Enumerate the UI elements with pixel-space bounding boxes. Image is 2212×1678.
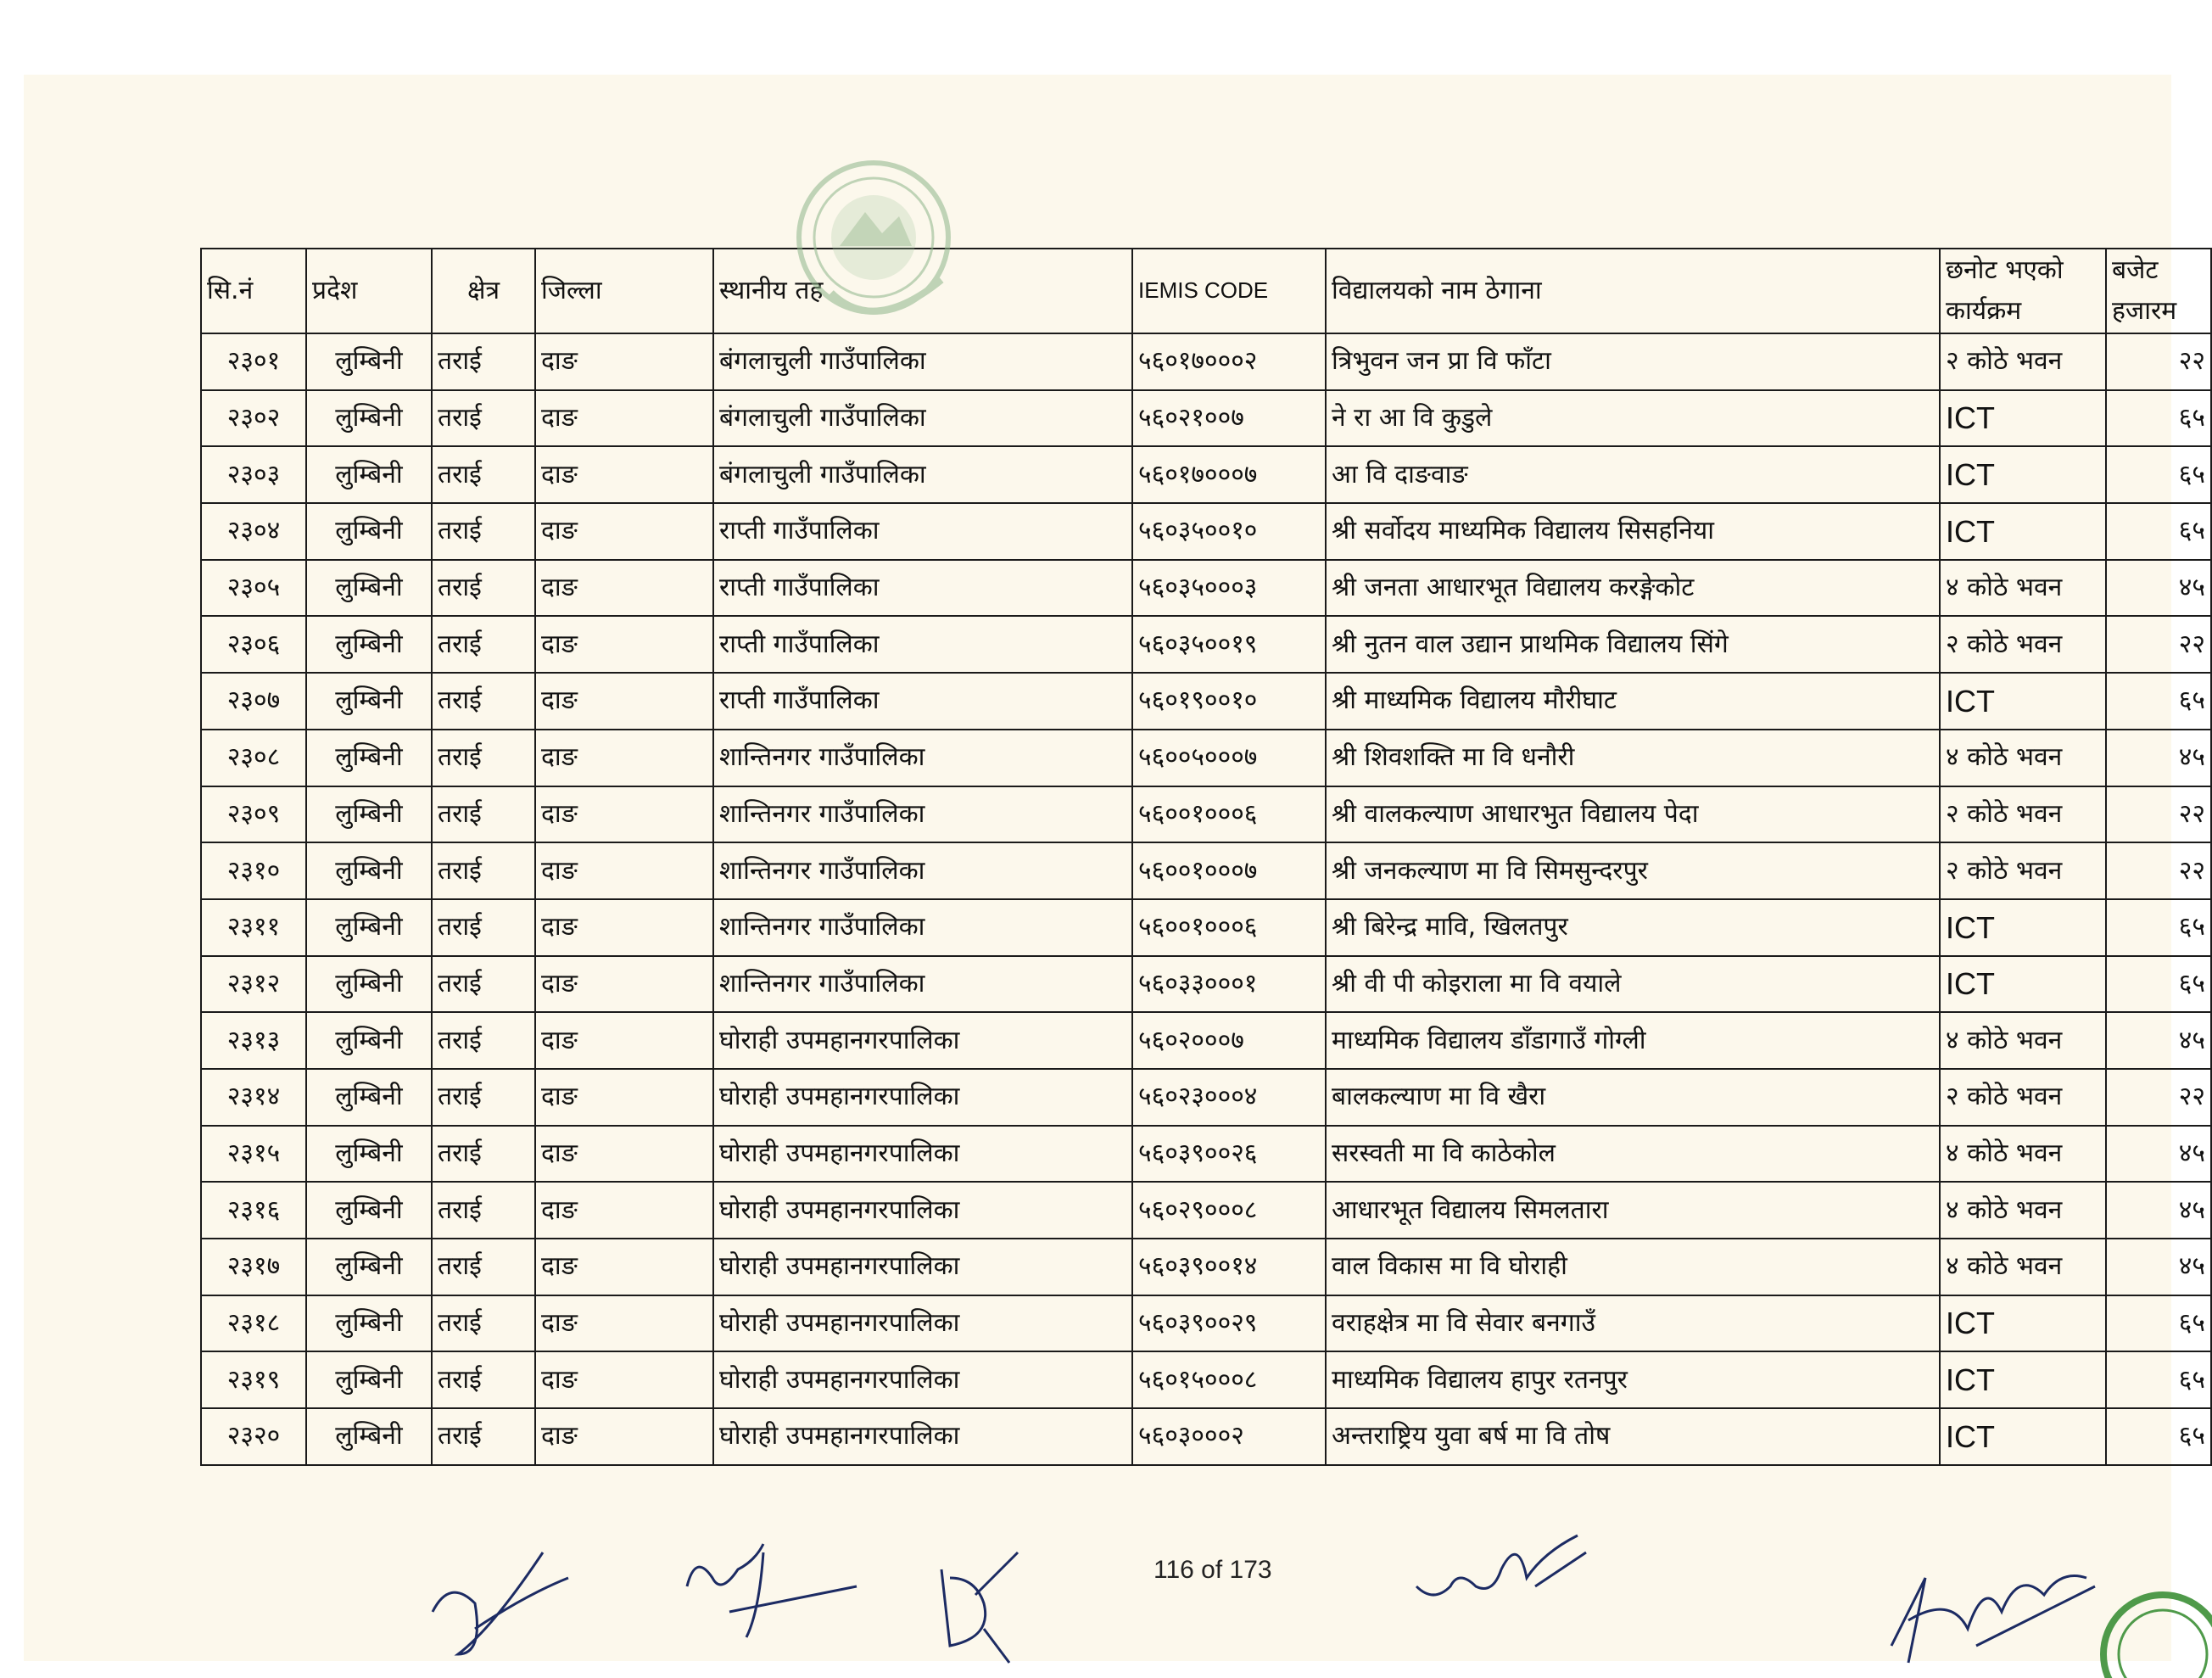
cell-region: तराई xyxy=(432,503,535,560)
cell-program: ICT xyxy=(1940,956,2106,1013)
cell-budget: ६५ xyxy=(2106,1408,2211,1465)
cell-region: तराई xyxy=(432,616,535,673)
table-row xyxy=(201,1069,2211,1126)
cell-region: तराई xyxy=(432,956,535,1013)
cell-iemis-code: ५६०३५००१९ xyxy=(1132,616,1326,673)
header-sn: सि.नं xyxy=(201,249,306,333)
cell-iemis-code: ५६०२९०००८ xyxy=(1132,1182,1326,1239)
cell-region: तराई xyxy=(432,730,535,786)
cell-district: दाङ xyxy=(535,956,713,1013)
cell-school: वराहक्षेत्र मा वि सेवार बनगाउँ xyxy=(1326,1295,1940,1352)
cell-province: लुम्बिनी xyxy=(306,1012,432,1069)
cell-province: लुम्बिनी xyxy=(306,560,432,617)
cell-budget: ४५ xyxy=(2106,1126,2211,1183)
cell-iemis-code: ५६०३९००२६ xyxy=(1132,1126,1326,1183)
table-row xyxy=(201,899,2211,956)
cell-program: २ कोठे भवन xyxy=(1940,616,2106,673)
cell-iemis-code: ५६००५०००७ xyxy=(1132,730,1326,786)
cell-sn: २३१९ xyxy=(201,1351,306,1408)
cell-school: बालकल्याण मा वि खैरा xyxy=(1326,1069,1940,1126)
cell-local-level: घोराही उपमहानगरपालिका xyxy=(713,1295,1132,1352)
cell-local-level: बंगलाचुली गाउँपालिका xyxy=(713,333,1132,390)
cell-region: तराई xyxy=(432,899,535,956)
cell-province: लुम्बिनी xyxy=(306,333,432,390)
cell-sn: २३१५ xyxy=(201,1126,306,1183)
table-row xyxy=(201,1182,2211,1239)
cell-district: दाङ xyxy=(535,730,713,786)
cell-sn: २३०३ xyxy=(201,446,306,503)
table-row xyxy=(201,1012,2211,1069)
cell-iemis-code: ५६०२०००७ xyxy=(1132,1012,1326,1069)
cell-local-level: घोराही उपमहानगरपालिका xyxy=(713,1126,1132,1183)
cell-region: तराई xyxy=(432,1351,535,1408)
cell-sn: २३१८ xyxy=(201,1295,306,1352)
header-local-level: स्थानीय तह xyxy=(713,249,1132,333)
cell-budget: ६५ xyxy=(2106,1295,2211,1352)
header-budget-line2: हजारम xyxy=(2112,296,2177,326)
cell-iemis-code: ५६०३५०००३ xyxy=(1132,560,1326,617)
cell-local-level: घोराही उपमहानगरपालिका xyxy=(713,1069,1132,1126)
cell-province: लुम्बिनी xyxy=(306,1408,432,1465)
cell-region: तराई xyxy=(432,786,535,843)
table-row xyxy=(201,1239,2211,1295)
cell-iemis-code: ५६००१०००६ xyxy=(1132,899,1326,956)
cell-school: आ वि दाङवाङ xyxy=(1326,446,1940,503)
cell-region: तराई xyxy=(432,1126,535,1183)
cell-school: श्री सर्वोदय माध्यमिक विद्यालय सिसहनिया xyxy=(1326,503,1940,560)
signature-3 xyxy=(924,1544,1026,1663)
cell-school: ने रा आ वि कुडुले xyxy=(1326,390,1940,447)
cell-school: श्री शिवशक्ति मा वि धनौरी xyxy=(1326,730,1940,786)
cell-iemis-code: ५६०३९००२९ xyxy=(1132,1295,1326,1352)
cell-region: तराई xyxy=(432,390,535,447)
cell-sn: २३१७ xyxy=(201,1239,306,1295)
cell-sn: २३१४ xyxy=(201,1069,306,1126)
cell-program: ICT xyxy=(1940,390,2106,447)
table-row xyxy=(201,956,2211,1013)
cell-local-level: घोराही उपमहानगरपालिका xyxy=(713,1012,1132,1069)
cell-region: तराई xyxy=(432,1408,535,1465)
cell-sn: २३०८ xyxy=(201,730,306,786)
cell-sn: २३०५ xyxy=(201,560,306,617)
cell-district: दाङ xyxy=(535,390,713,447)
cell-program: ४ कोठे भवन xyxy=(1940,1126,2106,1183)
table-row xyxy=(201,1126,2211,1183)
cell-province: लुम्बिनी xyxy=(306,730,432,786)
cell-province: लुम्बिनी xyxy=(306,786,432,843)
cell-program: ICT xyxy=(1940,1408,2106,1465)
cell-local-level: शान्तिनगर गाउँपालिका xyxy=(713,956,1132,1013)
cell-program: ४ कोठे भवन xyxy=(1940,730,2106,786)
cell-district: दाङ xyxy=(535,446,713,503)
cell-budget: ४५ xyxy=(2106,730,2211,786)
header-row xyxy=(201,249,2211,333)
header-school: विद्यालयको नाम ठेगाना xyxy=(1326,249,1940,333)
corner-stamp xyxy=(2095,1586,2171,1663)
cell-school: वाल विकास मा वि घोराही xyxy=(1326,1239,1940,1295)
cell-budget: ६५ xyxy=(2106,673,2211,730)
cell-local-level: घोराही उपमहानगरपालिका xyxy=(713,1408,1132,1465)
cell-school: अन्तराष्ट्रिय युवा बर्ष मा वि तोष xyxy=(1326,1408,1940,1465)
table-row xyxy=(201,333,2211,390)
cell-local-level: राप्ती गाउँपालिका xyxy=(713,560,1132,617)
cell-budget: ४५ xyxy=(2106,1182,2211,1239)
cell-province: लुम्बिनी xyxy=(306,842,432,899)
cell-school: श्री जनकल्याण मा वि सिमसुन्दरपुर xyxy=(1326,842,1940,899)
cell-region: तराई xyxy=(432,446,535,503)
header-budget xyxy=(2106,249,2211,333)
cell-sn: २३०७ xyxy=(201,673,306,730)
cell-region: तराई xyxy=(432,1295,535,1352)
cell-iemis-code: ५६०१७०००२ xyxy=(1132,333,1326,390)
cell-province: लुम्बिनी xyxy=(306,616,432,673)
cell-budget: २२ xyxy=(2106,616,2211,673)
cell-district: दाङ xyxy=(535,1239,713,1295)
table-row xyxy=(201,842,2211,899)
cell-budget: ६५ xyxy=(2106,390,2211,447)
cell-program: ४ कोठे भवन xyxy=(1940,1182,2106,1239)
cell-iemis-code: ५६०१७०००७ xyxy=(1132,446,1326,503)
table-row xyxy=(201,503,2211,560)
cell-sn: २३०६ xyxy=(201,616,306,673)
cell-iemis-code: ५६०२१००७ xyxy=(1132,390,1326,447)
cell-region: तराई xyxy=(432,673,535,730)
cell-province: लुम्बिनी xyxy=(306,1295,432,1352)
cell-iemis-code: ५६०१९००१० xyxy=(1132,673,1326,730)
cell-region: तराई xyxy=(432,1012,535,1069)
government-seal-stamp xyxy=(780,153,984,356)
cell-province: लुम्बिनी xyxy=(306,1069,432,1126)
cell-province: लुम्बिनी xyxy=(306,956,432,1013)
page-number: 116 of 173 xyxy=(1153,1556,1272,1584)
cell-program: ४ कोठे भवन xyxy=(1940,560,2106,617)
cell-program: ४ कोठे भवन xyxy=(1940,1012,2106,1069)
table-row xyxy=(201,1351,2211,1408)
cell-sn: २३११ xyxy=(201,899,306,956)
cell-school: श्री वी पी कोइराला मा वि वयाले xyxy=(1326,956,1940,1013)
cell-iemis-code: ५६०२३०००४ xyxy=(1132,1069,1326,1126)
cell-iemis-code: ५६०१५०००८ xyxy=(1132,1351,1326,1408)
cell-local-level: शान्तिनगर गाउँपालिका xyxy=(713,730,1132,786)
cell-district: दाङ xyxy=(535,1351,713,1408)
signature-4 xyxy=(1408,1527,1595,1620)
table-row xyxy=(201,390,2211,447)
cell-program: ४ कोठे भवन xyxy=(1940,1239,2106,1295)
cell-local-level: शान्तिनगर गाउँपालिका xyxy=(713,899,1132,956)
cell-district: दाङ xyxy=(535,1182,713,1239)
cell-iemis-code: ५६०३०००२ xyxy=(1132,1408,1326,1465)
cell-district: दाङ xyxy=(535,1295,713,1352)
cell-district: दाङ xyxy=(535,560,713,617)
table-row xyxy=(201,446,2211,503)
cell-local-level: राप्ती गाउँपालिका xyxy=(713,503,1132,560)
cell-budget: २२ xyxy=(2106,1069,2211,1126)
cell-local-level: शान्तिनगर गाउँपालिका xyxy=(713,842,1132,899)
cell-program: २ कोठे भवन xyxy=(1940,333,2106,390)
cell-province: लुम्बिनी xyxy=(306,899,432,956)
cell-budget: ६५ xyxy=(2106,446,2211,503)
cell-district: दाङ xyxy=(535,1069,713,1126)
cell-budget: २२ xyxy=(2106,333,2211,390)
cell-district: दाङ xyxy=(535,786,713,843)
cell-province: लुम्बिनी xyxy=(306,1126,432,1183)
cell-district: दाङ xyxy=(535,1012,713,1069)
header-district: जिल्ला xyxy=(535,249,713,333)
cell-district: दाङ xyxy=(535,503,713,560)
cell-budget: ६५ xyxy=(2106,956,2211,1013)
cell-school: सरस्वती मा वि काठेकोल xyxy=(1326,1126,1940,1183)
header-region: क्षेत्र xyxy=(432,249,535,333)
cell-province: लुम्बिनी xyxy=(306,1239,432,1295)
cell-iemis-code: ५६०३५००१० xyxy=(1132,503,1326,560)
cell-district: दाङ xyxy=(535,1408,713,1465)
cell-program: ICT xyxy=(1940,1295,2106,1352)
cell-province: लुम्बिनी xyxy=(306,1182,432,1239)
school-selection-table xyxy=(200,248,2212,1466)
header-program-line1: छनोट भएको xyxy=(1946,255,2064,285)
cell-local-level: बंगलाचुली गाउँपालिका xyxy=(713,446,1132,503)
table-row xyxy=(201,730,2211,786)
cell-local-level: शान्तिनगर गाउँपालिका xyxy=(713,786,1132,843)
cell-sn: २३०९ xyxy=(201,786,306,843)
cell-school: श्री वालकल्याण आधारभुत विद्यालय पेदा xyxy=(1326,786,1940,843)
cell-region: तराई xyxy=(432,560,535,617)
cell-program: २ कोठे भवन xyxy=(1940,1069,2106,1126)
cell-sn: २३१३ xyxy=(201,1012,306,1069)
signature-1 xyxy=(424,1527,577,1663)
cell-program: ICT xyxy=(1940,673,2106,730)
cell-iemis-code: ५६०३३०००१ xyxy=(1132,956,1326,1013)
header-province: प्रदेश xyxy=(306,249,432,333)
cell-budget: ४५ xyxy=(2106,1012,2211,1069)
cell-program: २ कोठे भवन xyxy=(1940,786,2106,843)
cell-budget: ६५ xyxy=(2106,1351,2211,1408)
cell-program: ICT xyxy=(1940,446,2106,503)
cell-local-level: बंगलाचुली गाउँपालिका xyxy=(713,390,1132,447)
cell-budget: २२ xyxy=(2106,786,2211,843)
cell-district: दाङ xyxy=(535,333,713,390)
cell-iemis-code: ५६००१०००६ xyxy=(1132,786,1326,843)
cell-region: तराई xyxy=(432,1239,535,1295)
header-program xyxy=(1940,249,2106,333)
table-row xyxy=(201,560,2211,617)
cell-sn: २३०२ xyxy=(201,390,306,447)
cell-province: लुम्बिनी xyxy=(306,390,432,447)
cell-sn: २३१६ xyxy=(201,1182,306,1239)
cell-budget: २२ xyxy=(2106,842,2211,899)
cell-local-level: घोराही उपमहानगरपालिका xyxy=(713,1351,1132,1408)
table-row xyxy=(201,786,2211,843)
table-body xyxy=(201,333,2211,1465)
cell-program: २ कोठे भवन xyxy=(1940,842,2106,899)
signature-5 xyxy=(1874,1544,2112,1671)
cell-region: तराई xyxy=(432,842,535,899)
cell-budget: ६५ xyxy=(2106,503,2211,560)
cell-region: तराई xyxy=(432,1069,535,1126)
table-row xyxy=(201,616,2211,673)
cell-province: लुम्बिनी xyxy=(306,503,432,560)
cell-local-level: घोराही उपमहानगरपालिका xyxy=(713,1182,1132,1239)
cell-budget: ४५ xyxy=(2106,560,2211,617)
cell-program: ICT xyxy=(1940,503,2106,560)
cell-school: श्री बिरेन्द्र मावि, खिलतपुर xyxy=(1326,899,1940,956)
cell-sn: २३२० xyxy=(201,1408,306,1465)
table-row xyxy=(201,1408,2211,1465)
cell-school: माध्यमिक विद्यालय डाँडागाउँ गोग्ली xyxy=(1326,1012,1940,1069)
cell-sn: २३०४ xyxy=(201,503,306,560)
cell-program: ICT xyxy=(1940,1351,2106,1408)
table-row xyxy=(201,1295,2211,1352)
cell-school: श्री जनता आधारभूत विद्यालय करङ्गेकोट xyxy=(1326,560,1940,617)
cell-province: लुम्बिनी xyxy=(306,446,432,503)
cell-district: दाङ xyxy=(535,1126,713,1183)
cell-school: श्री माध्यमिक विद्यालय मौरीघाट xyxy=(1326,673,1940,730)
cell-school: श्री नुतन वाल उद्यान प्राथमिक विद्यालय सिंगे xyxy=(1326,616,1940,673)
header-program-line2: कार्यक्रम xyxy=(1946,296,2022,326)
cell-district: दाङ xyxy=(535,899,713,956)
cell-sn: २३१० xyxy=(201,842,306,899)
cell-iemis-code: ५६०३९००१४ xyxy=(1132,1239,1326,1295)
cell-sn: २३०१ xyxy=(201,333,306,390)
cell-school: त्रिभुवन जन प्रा वि फाँटा xyxy=(1326,333,1940,390)
cell-district: दाङ xyxy=(535,673,713,730)
cell-district: दाङ xyxy=(535,616,713,673)
cell-school: माध्यमिक विद्यालय हापुर रतनपुर xyxy=(1326,1351,1940,1408)
cell-local-level: राप्ती गाउँपालिका xyxy=(713,616,1132,673)
header-budget-line1: बजेट xyxy=(2112,255,2159,285)
cell-program: ICT xyxy=(1940,899,2106,956)
cell-sn: २३१२ xyxy=(201,956,306,1013)
cell-region: तराई xyxy=(432,1182,535,1239)
cell-school: आधारभूत विद्यालय सिमलतारा xyxy=(1326,1182,1940,1239)
cell-budget: ४५ xyxy=(2106,1239,2211,1295)
cell-budget: ६५ xyxy=(2106,899,2211,956)
cell-local-level: राप्ती गाउँपालिका xyxy=(713,673,1132,730)
cell-region: तराई xyxy=(432,333,535,390)
cell-iemis-code: ५६००१०००७ xyxy=(1132,842,1326,899)
table-row xyxy=(201,673,2211,730)
cell-local-level: घोराही उपमहानगरपालिका xyxy=(713,1239,1132,1295)
header-iemis-code: IEMIS CODE xyxy=(1132,249,1326,333)
cell-province: लुम्बिनी xyxy=(306,673,432,730)
signature-2 xyxy=(679,1535,865,1646)
cell-province: लुम्बिनी xyxy=(306,1351,432,1408)
cell-district: दाङ xyxy=(535,842,713,899)
